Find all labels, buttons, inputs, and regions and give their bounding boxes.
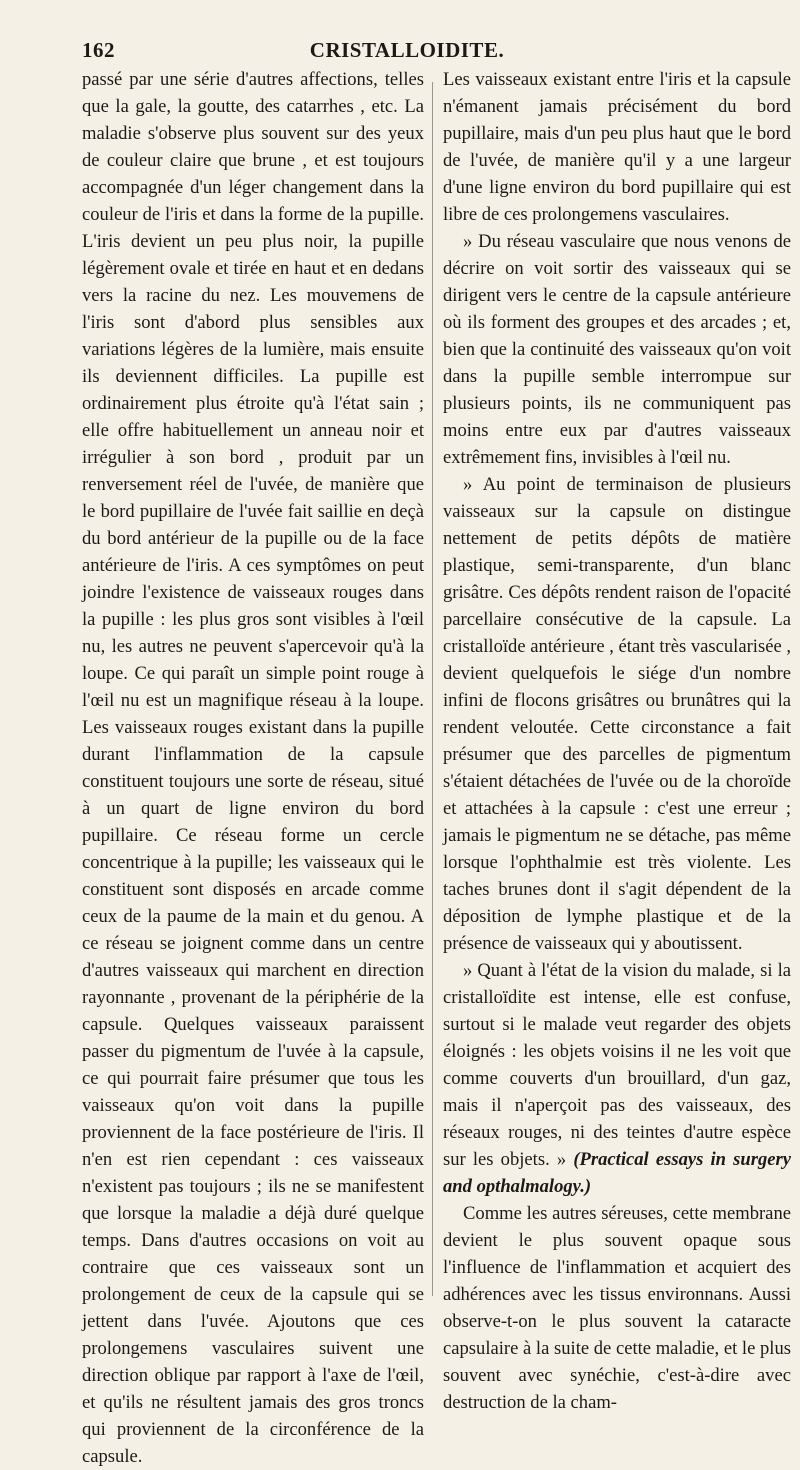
citation: (Practical essays in surgery and opthalmalogy.) <box>443 1149 792 1197</box>
right-paragraph-5: Comme les autres séreuses, cette membrane devient le plus souvent opaque sous l'influence de l'inflammation et acquiert des adhérences avec les tissus environnans. Aussi observe-t-on le plus souvent la cataracte capsulaire à la suite de cette maladie, et le plus souvent avec synéchie, c'est-à-dire avec destruction de la cham- <box>443 1203 791 1413</box>
right-paragraph-4-text: » Quant à l'état de la vision du malade, si la cristalloïdite est intense, elle est confuse, surtout si le malade veut regarder des objets éloignés : les objets voisins il ne les voit que comme couverts d'un brouillard, d'un gaz, mais il n'aperçoit pas des vaisseaux, des réseaux rouges, ni des teintes d'autre espèce sur les objets. » <box>443 960 791 1170</box>
page-number: 162 <box>82 38 115 62</box>
right-column <box>443 66 791 1416</box>
running-head <box>82 38 732 68</box>
right-paragraph-4 <box>443 957 791 1200</box>
left-column <box>82 66 424 1470</box>
right-paragraph-3: » Au point de terminaison de plusieurs vaisseaux sur la capsule on distingue nettement de petits dépôts de matière plastique, semi-transparente, d'un blanc grisâtre. Ces dépôts rendent raison de l'opacité parcellaire consécutive de la capsule. La cristalloïde antérieure , étant très vascularisée , devient quelquefois le siége d'un nombre infini de flocons grisâtres ou brunâtres qui la rendent veloutée. Cette circonstance a fait présumer que des parcelles de pigmentum s'étaient détachées de l'uvée ou de la choroïde et attachées à la capsule : c'est une erreur ; jamais le pigmentum ne se détache, pas même lorsque l'ophthalmie est très violente. Les taches brunes dont il s'agit dépendent de la déposition de lymphe plastique et de la présence de vaisseaux qui y aboutissent. <box>443 474 791 954</box>
column-divider <box>432 82 433 1296</box>
right-paragraph-2: » Du réseau vasculaire que nous venons de décrire on voit sortir des vaisseaux qui se dirigent vers le centre de la capsule antérieure où ils forment des groupes et des arcades ; et, bien que la continuité des vaisseaux qu'on voit dans la pupille semble interrompue sur plusieurs points, ils ne communiquent pas moins entre eux par d'autres vaisseaux extrêmement fins, invisibles à l'œil nu. <box>443 231 791 468</box>
left-paragraph-1: passé par une série d'autres affections, telles que la gale, la goutte, des catarrhes , etc. La maladie s'observe plus souvent sur des yeux de couleur claire que brune , et est toujours accompagnée d'un léger changement dans la couleur de l'iris et dans la forme de la pupille. L'iris devient un peu plus noir, la pupille légèrement ovale et tirée en haut et en dedans vers la racine du nez. Les mouvemens de l'iris sont d'abord plus sensibles aux variations légères de la lumière, mais ensuite ils deviennent difficiles. La pupille est ordinairement plus étroite qu'à l'état sain ; elle offre habituellement un anneau noir et irrégulier à son bord , produit par un renversement réel de l'uvée, de manière que le bord pupillaire de l'uvée fait saillie en deçà du bord antérieur de la pupille ou de la face antérieure de l'iris. A ces symptômes on peut joindre l'existence de vaisseaux rouges dans la pupille : les plus gros sont visibles à l'œil nu, les autres ne peuvent s'apercevoir qu'à la loupe. Ce qui paraît un simple point rouge à l'œil nu est un magnifique réseau à la loupe. Les vaisseaux rouges existant dans la pupille durant l'inflammation de la capsule constituent toujours une sorte de réseau, situé à un quart de ligne environ du bord pupillaire. Ce réseau forme un cercle concentrique à la pupille; les vaisseaux qui le constituent sont disposés en arcade comme ceux de la paume de la main et du genou. A ce réseau se joignent comme dans un centre d'autres vaisseaux qui marchent en direction rayonnante , provenant de la périphérie de la capsule. Quelques vaisseaux paraissent passer du pigmentum de l'uvée à la capsule, ce qui pourrait faire présumer que tous les vaisseaux qu'on voit dans la pupille proviennent de la face postérieure de l'iris. Il n'en est rien cependant : ces vaisseaux n'existent pas toujours ; ils ne se manifestent que lorsque la maladie a déjà duré quelque temps. Dans d'autres occasions on voit au contraire que ces vaisseaux sont un prolongement de ceux de la capsule qui se jettent dans l'uvée. Ajoutons que ces prolongemens vasculaires suivent une direction oblique par rapport à l'axe de l'œil, et qu'ils ne résultent jamais des gros troncs qui proviennent de la circonférence de la capsule. <box>82 69 424 1467</box>
right-paragraph-1: Les vaisseaux existant entre l'iris et la capsule n'émanent jamais précisément du bord pupillaire, mais d'un peu plus haut que le bord de l'uvée, de manière qu'il y a une largeur d'une ligne environ du bord pupillaire qui est libre de ces prolongemens vasculaires. <box>443 69 791 225</box>
running-title: CRISTALLOIDITE. <box>309 38 505 62</box>
